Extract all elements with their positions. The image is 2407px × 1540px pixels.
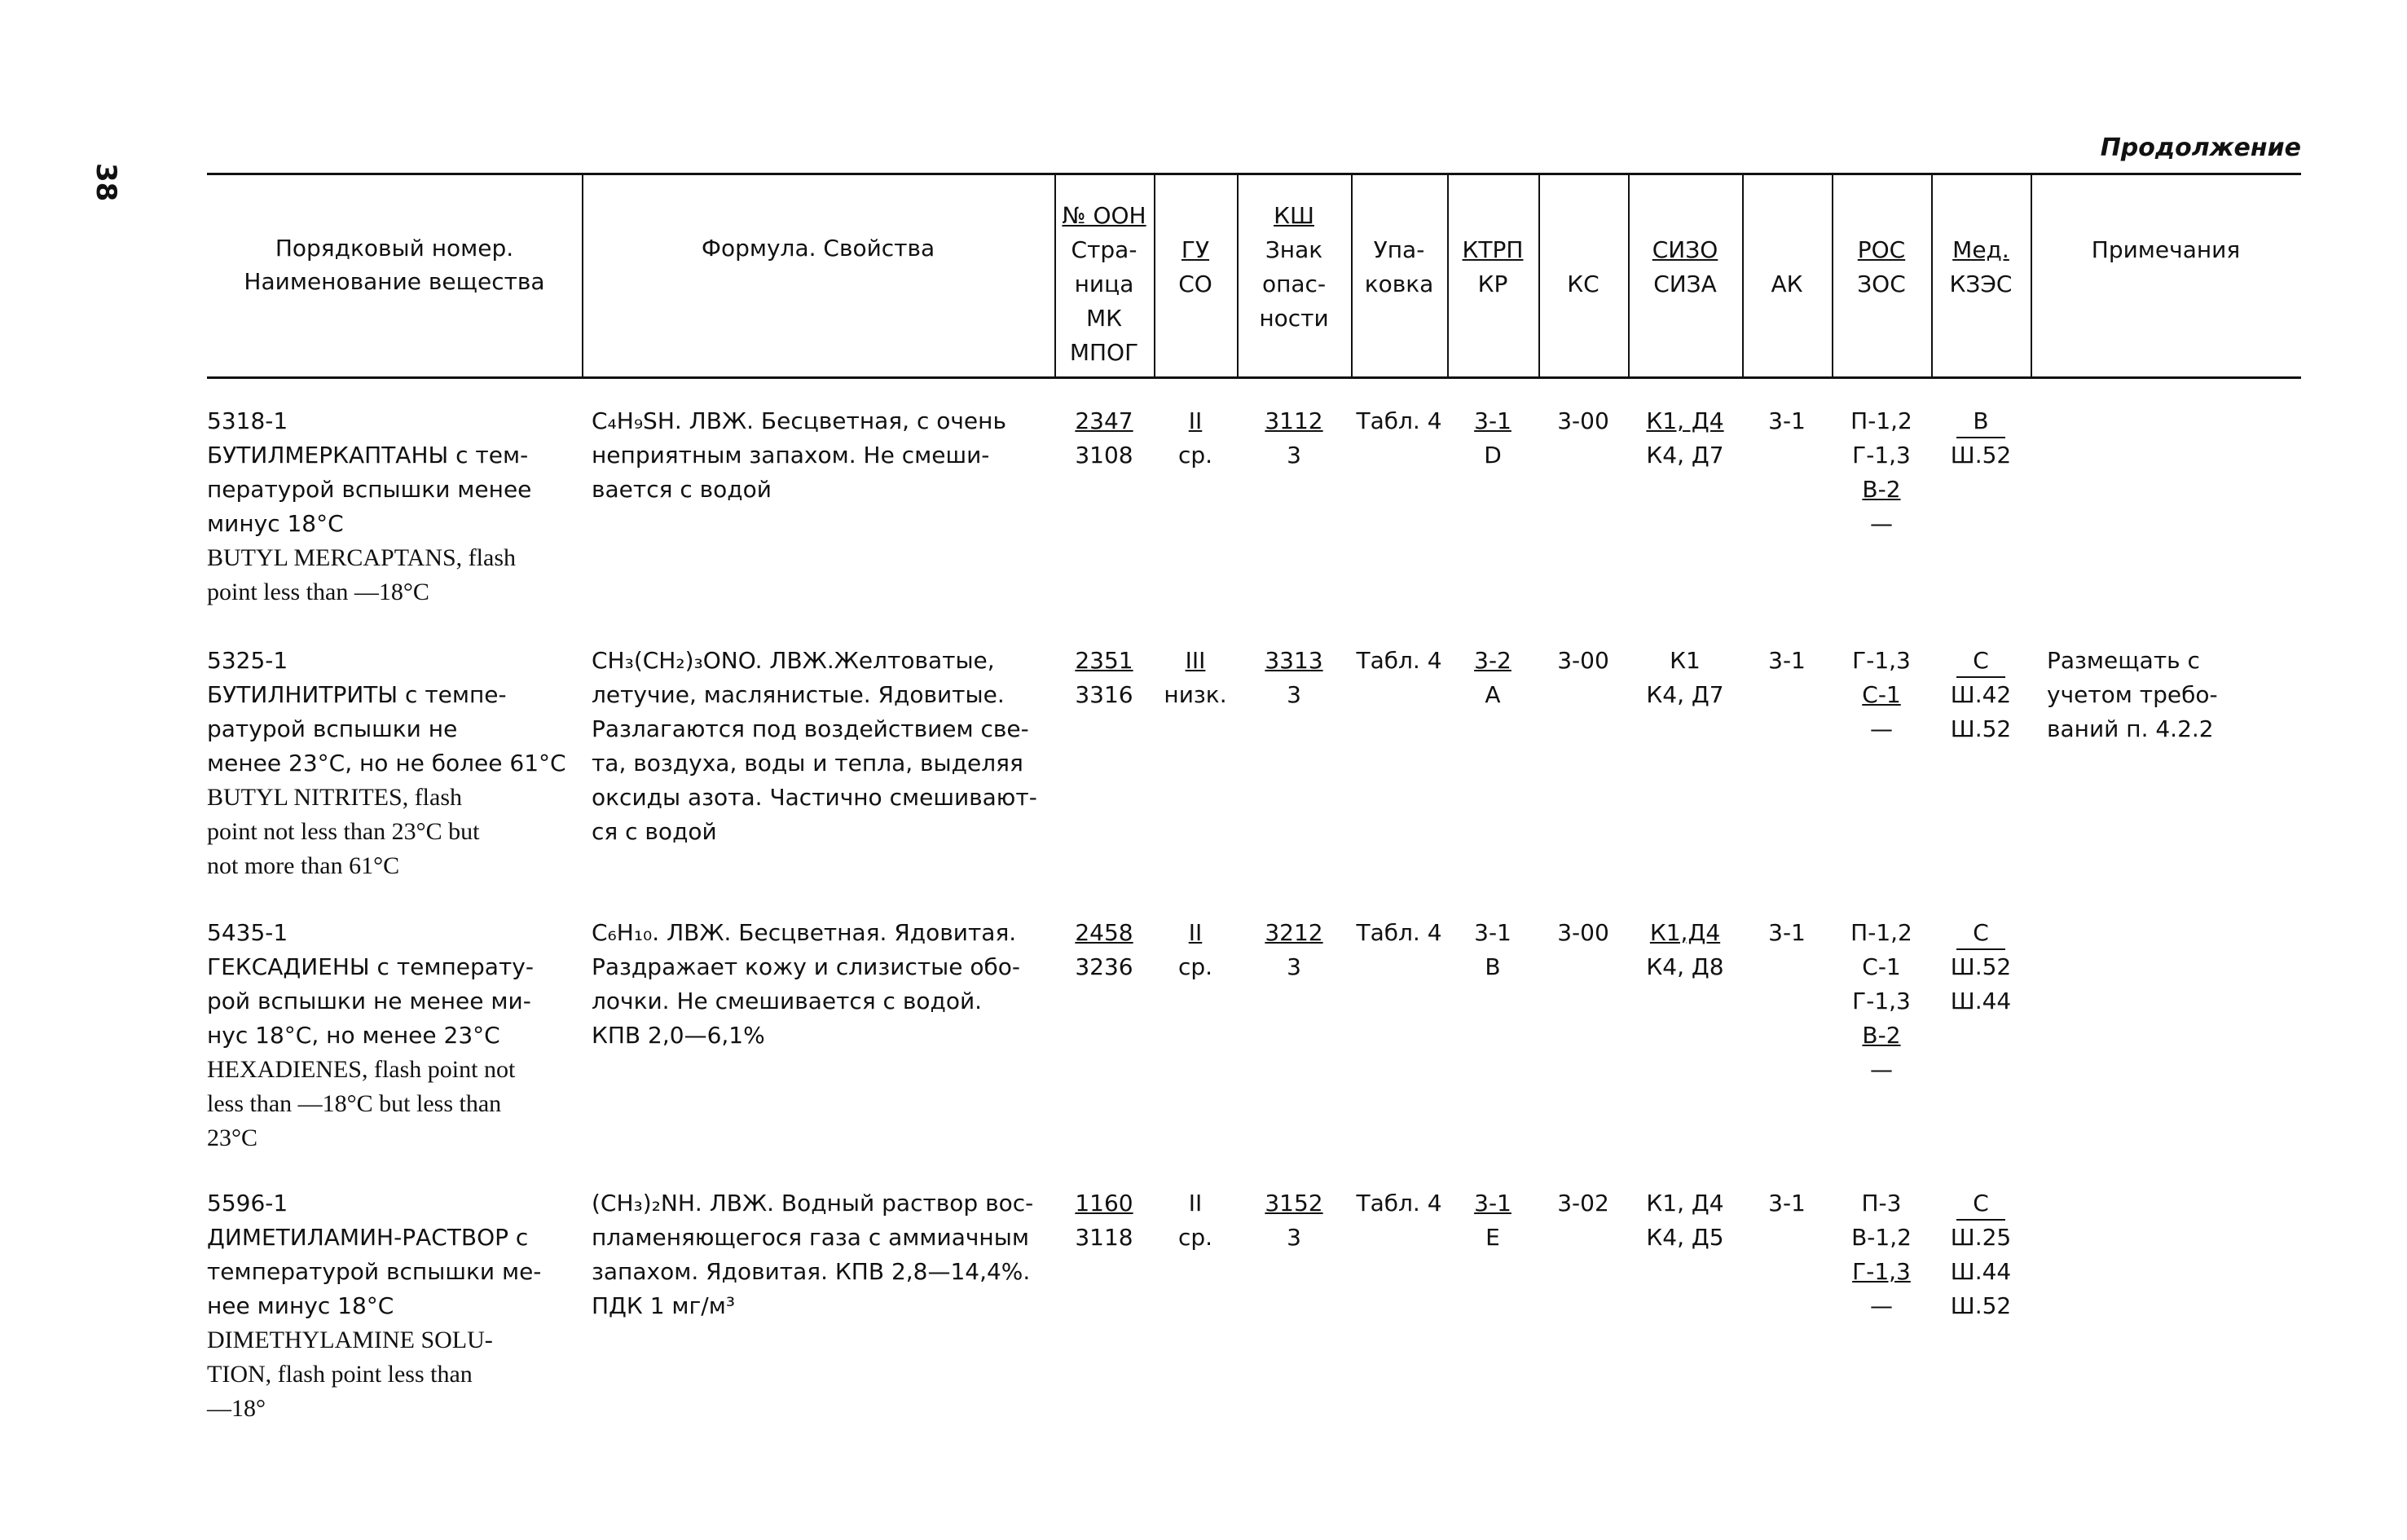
sizo-code: К1, Д4 К4, Д7 [1646, 407, 1724, 469]
formula-properties: С₄Н₉SН. ЛВЖ. Бесцветная, с очень неприятным запахом. Не смеши- вается с водой [592, 407, 1006, 503]
gu-class: II ср. [1177, 919, 1213, 980]
gu-class: II ср. [1177, 1190, 1213, 1251]
un-number: 2351 3316 [1075, 647, 1133, 708]
substance-name-ru: БУТИЛНИТРИТЫ с темпе- ратурой вспышки не менее 23°С, но не более 61°С [207, 681, 566, 777]
ros-code: П-1,2 С-1 Г-1,3 В-2 — [1850, 919, 1912, 1083]
header-un-number: № ООН Стра- ница МК МПОГ [1062, 202, 1146, 366]
un-number: 2458 3236 [1075, 919, 1133, 980]
sizo-code: К1 К4, Д7 [1646, 647, 1724, 708]
header-packaging: Упа- ковка [1364, 236, 1434, 297]
row-id: 5435-1 [207, 919, 288, 946]
notes: Размещать с учетом требо- ваний п. 4.2.2 [2047, 647, 2218, 742]
formula-properties: С₆Н₁₀. ЛВЖ. Бесцветная. Ядовитая. Раздражает кожу и слизистые обо- лочки. Не смешивается с водой. КПВ 2,0—6,1% [592, 919, 1021, 1049]
row-id: 5325-1 [207, 647, 288, 674]
substance-name-en: BUTYL NITRITES, flash point not less than 23°С but not more than 61°С [207, 784, 480, 879]
med-code: С Ш.42 Ш.52 [1950, 647, 2012, 742]
header-divider [2031, 173, 2032, 376]
ktrp-code: 3-2 A [1474, 647, 1512, 708]
ks-code: 3-02 [1557, 1190, 1609, 1217]
ak-code: 3-1 [1768, 407, 1806, 434]
row-id: 5318-1 [207, 407, 288, 434]
formula-properties: (СН₃)₂NН. ЛВЖ. Водный раствор вос- пламеняющегося газа с аммиачным запахом. Ядовитая. КПВ 2,8—14,4%. ПДК 1 мг/м³ [592, 1190, 1034, 1319]
ktrp-code: 3-1 B [1474, 919, 1512, 980]
gu-class: III низк. [1164, 647, 1227, 708]
row-id: 5596-1 [207, 1190, 288, 1217]
sizo-code: К1, Д4 К4, Д5 [1646, 1190, 1724, 1251]
header-formula: Формула. Свойства [701, 235, 935, 262]
ros-code: П-1,2 Г-1,3 В-2 — [1850, 407, 1912, 537]
substance-name-en: BUTYL MERCAPTANS, flash point less than —18°С [207, 544, 516, 605]
ks-code: 3-00 [1557, 407, 1609, 434]
packaging: Табл. 4 [1356, 1190, 1442, 1217]
hazard-sign: 3112 3 [1265, 407, 1323, 469]
med-code: С Ш.25 Ш.44 Ш.52 [1950, 1190, 2012, 1319]
med-code: С Ш.52 Ш.44 [1950, 919, 2012, 1014]
ks-code: 3-00 [1557, 647, 1609, 674]
ktrp-code: 3-1 D [1474, 407, 1512, 469]
ros-code: Г-1,3 С-1 — [1852, 647, 1911, 742]
formula-properties: СН₃(СН₂)₃ONO. ЛВЖ.Желтоватые, летучие, маслянистые. Ядовитые. Разлагаются под воздействием све- та, воздуха, воды и тепла, выделяя оксиды азота. Частично смешивают- ся с водой [592, 647, 1037, 845]
ks-code: 3-00 [1557, 919, 1609, 946]
header-ksh: КШ Знак опас- ности [1259, 202, 1329, 332]
un-number: 2347 3108 [1075, 407, 1133, 469]
un-number: 1160 3118 [1075, 1190, 1133, 1251]
packaging: Табл. 4 [1356, 407, 1442, 434]
header-bottom-rule [207, 376, 2301, 379]
header-sizo: СИЗО СИЗА [1652, 236, 1718, 297]
header-ros: РОС ЗОС [1857, 236, 1906, 297]
packaging: Табл. 4 [1356, 647, 1442, 674]
header-gu: ГУ СО [1178, 236, 1212, 297]
header-ktrp: КТРП КР [1462, 236, 1524, 297]
header-med: Мед. КЗЭС [1949, 236, 2013, 297]
page-number: 38 [90, 163, 122, 202]
table-top-rule [207, 173, 2301, 175]
ak-code: 3-1 [1768, 1190, 1806, 1217]
header-ak: АК [1771, 271, 1803, 297]
ros-code: П-3 В-1,2 Г-1,3 — [1851, 1190, 1912, 1319]
substance-name-ru: ДИМЕТИЛАМИН-РАСТВОР с температурой вспышки ме- нее минус 18°С [207, 1224, 542, 1319]
substance-name-ru: БУТИЛМЕРКАПТАНЫ с тем- пературой вспышки менее минус 18°С [207, 442, 532, 537]
substance-name-ru: ГЕКСАДИЕНЫ с температу- рой вспышки не менее ми- нус 18°С, но менее 23°С [207, 953, 534, 1049]
header-notes: Примечания [2091, 236, 2241, 263]
hazard-sign: 3313 3 [1265, 647, 1323, 708]
ktrp-code: 3-1 E [1474, 1190, 1512, 1251]
hazard-sign: 3152 3 [1265, 1190, 1323, 1251]
substance-name-en: HEXADIENES, flash point not less than —18°С but less than 23°С [207, 1056, 516, 1151]
header-divider [582, 173, 583, 376]
ak-code: 3-1 [1768, 919, 1806, 946]
header-ks: КС [1567, 271, 1600, 297]
ak-code: 3-1 [1768, 647, 1806, 674]
header-number-name: Порядковый номер. Наименование вещества [244, 235, 545, 295]
substance-name-en: DIMETHYLAMINE SOLU- TION, flash point less than —18° [207, 1327, 493, 1422]
hazard-sign: 3212 3 [1265, 919, 1323, 980]
sizo-code: К1,Д4 К4, Д8 [1646, 919, 1724, 980]
gu-class: II ср. [1177, 407, 1213, 469]
continuation-label: Продолжение [2100, 134, 2301, 162]
packaging: Табл. 4 [1356, 919, 1442, 946]
med-code: В Ш.52 [1950, 407, 2012, 469]
